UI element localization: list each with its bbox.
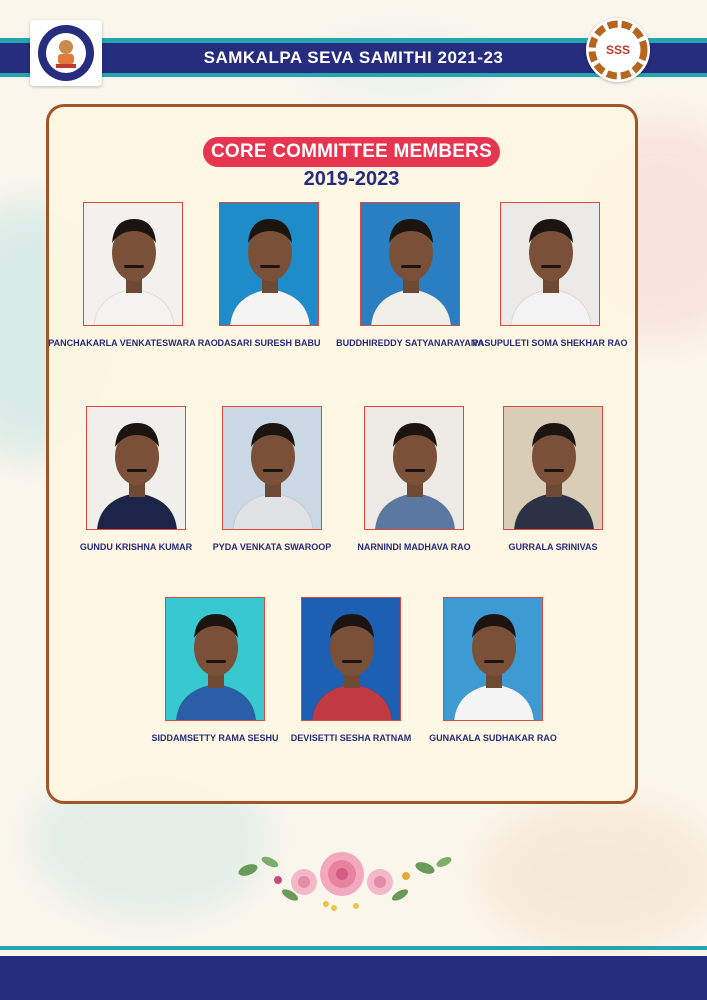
- footer-teal-stripe: [0, 946, 707, 950]
- person-portrait-icon: [444, 598, 543, 721]
- person-portrait-icon: [220, 203, 319, 326]
- sss-logo-text: SSS: [605, 43, 630, 57]
- background-wash: [480, 800, 707, 950]
- person-portrait-icon: [166, 598, 265, 721]
- floral-decoration: [230, 840, 460, 920]
- member-name: DEVISETTI SESHA RATNAM: [290, 733, 412, 743]
- member-photo: [364, 406, 464, 530]
- member-photo: [83, 202, 183, 326]
- organization-logo: [30, 20, 102, 86]
- rose-icon: [291, 852, 393, 896]
- sss-logo: [586, 18, 650, 82]
- member-photo: [360, 202, 460, 326]
- card-years: 2019-2023: [303, 168, 400, 190]
- member-photo: [500, 202, 600, 326]
- member-photo: [86, 406, 186, 530]
- member-photo: [165, 597, 265, 721]
- footer-band: [0, 946, 707, 1000]
- member-name: PYDA VENKATA SWAROOP: [212, 542, 332, 552]
- member-photo: [222, 406, 322, 530]
- person-portrait-icon: [87, 407, 186, 530]
- member-name: GURRALA SRINIVAS: [508, 542, 598, 552]
- header-title: SAMKALPA SEVA SAMITHI 2021-23: [203, 48, 504, 67]
- seal-icon: [34, 23, 98, 83]
- member-name: SIDDAMSETTY RAMA SESHU: [151, 733, 279, 743]
- card-title: CORE COMMITTEE MEMBERS: [203, 137, 500, 167]
- member-photo: [301, 597, 401, 721]
- person-portrait-icon: [84, 203, 183, 326]
- member-photo: [503, 406, 603, 530]
- member-name: NARNINDI MADHAVA RAO: [357, 542, 471, 552]
- person-portrait-icon: [361, 203, 460, 326]
- member-name: DASARI SURESH BABU: [217, 338, 321, 348]
- footer-navy-bar: [0, 956, 707, 1000]
- person-portrait-icon: [302, 598, 401, 721]
- member-photo: [219, 202, 319, 326]
- person-portrait-icon: [501, 203, 600, 326]
- member-photo: [443, 597, 543, 721]
- person-portrait-icon: [504, 407, 603, 530]
- member-name: BUDDHIREDDY SATYANARAYANA: [336, 338, 484, 348]
- member-name: PASUPULETI SOMA SHEKHAR RAO: [472, 338, 628, 348]
- person-portrait-icon: [223, 407, 322, 530]
- member-name: GUNAKALA SUDHAKAR RAO: [429, 733, 557, 743]
- person-portrait-icon: [365, 407, 464, 530]
- member-name: PANCHAKARLA VENKATESWARA RAO: [48, 338, 218, 348]
- member-name: GUNDU KRISHNA KUMAR: [79, 542, 193, 552]
